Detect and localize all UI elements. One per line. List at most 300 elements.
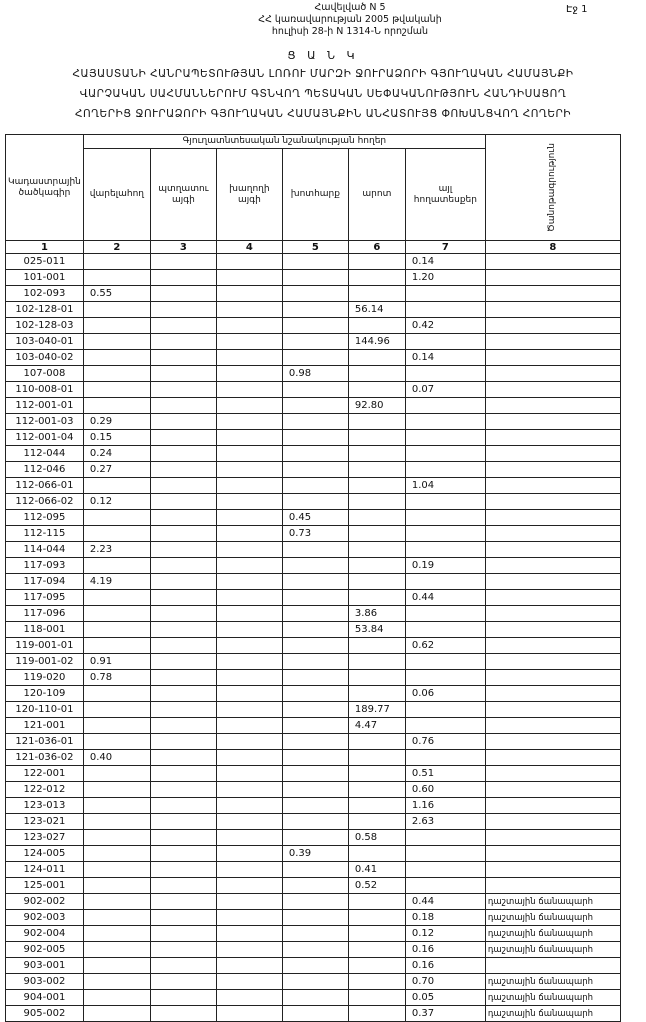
cell-arable <box>83 798 150 814</box>
cell-orchard <box>150 782 216 798</box>
cell-hayfield <box>282 398 348 414</box>
cell-code: 902-002 <box>6 894 84 910</box>
cell-note <box>485 590 620 606</box>
cell-orchard <box>150 622 216 638</box>
table-row <box>6 654 621 670</box>
cell-note: դաշտային ճանապարհ <box>485 894 620 910</box>
cell-note <box>485 862 620 878</box>
cell-hayfield <box>282 638 348 654</box>
cell-hayfield <box>282 654 348 670</box>
table-row <box>6 510 621 526</box>
header-orchard: պտղատու այգի <box>150 149 216 241</box>
cell-orchard <box>150 558 216 574</box>
cell-hayfield <box>282 862 348 878</box>
cell-other: 0.37 <box>405 1006 485 1022</box>
cell-note <box>485 670 620 686</box>
cell-arable: 0.78 <box>83 670 150 686</box>
cell-arable <box>83 334 150 350</box>
cell-hayfield <box>282 382 348 398</box>
cell-arable <box>83 862 150 878</box>
cell-vineyard <box>216 366 282 382</box>
cell-other: 0.44 <box>405 590 485 606</box>
cell-hayfield <box>282 542 348 558</box>
cell-code: 902-003 <box>6 910 84 926</box>
cell-hayfield <box>282 686 348 702</box>
cell-vineyard <box>216 446 282 462</box>
cell-note <box>485 686 620 702</box>
cell-hayfield: 0.45 <box>282 510 348 526</box>
cell-vineyard <box>216 846 282 862</box>
cell-hayfield <box>282 478 348 494</box>
cell-code: 112-001-04 <box>6 430 84 446</box>
cell-other <box>405 526 485 542</box>
cell-orchard <box>150 414 216 430</box>
table-row <box>6 446 621 462</box>
cell-hayfield <box>282 254 348 270</box>
column-number: 5 <box>282 241 348 254</box>
table-row <box>6 590 621 606</box>
cell-other <box>405 574 485 590</box>
cell-other <box>405 830 485 846</box>
cell-note <box>485 638 620 654</box>
cell-other <box>405 510 485 526</box>
cell-code: 112-001-01 <box>6 398 84 414</box>
cell-code: 903-001 <box>6 958 84 974</box>
table-row <box>6 702 621 718</box>
cell-orchard <box>150 574 216 590</box>
cell-hayfield <box>282 430 348 446</box>
table-row <box>6 542 621 558</box>
cell-code: 112-066-02 <box>6 494 84 510</box>
cell-note <box>485 878 620 894</box>
cell-hayfield <box>282 494 348 510</box>
table-row <box>6 526 621 542</box>
cell-hayfield <box>282 830 348 846</box>
cell-arable <box>83 606 150 622</box>
cell-other: 0.07 <box>405 382 485 398</box>
cell-orchard <box>150 510 216 526</box>
cell-orchard <box>150 814 216 830</box>
cell-code: 107-008 <box>6 366 84 382</box>
cell-other: 1.04 <box>405 478 485 494</box>
cell-orchard <box>150 430 216 446</box>
cell-arable <box>83 302 150 318</box>
annex-government-line: ՀՀ կառավարության 2005 թվականի <box>258 14 442 25</box>
cell-code: 102-093 <box>6 286 84 302</box>
cell-arable: 0.24 <box>83 446 150 462</box>
column-number-row <box>6 241 621 254</box>
header-note-text: Ծանոթագրություն <box>547 142 558 232</box>
cell-code: 121-001 <box>6 718 84 734</box>
cell-hayfield <box>282 462 348 478</box>
header-pasture: արոտ <box>348 149 405 241</box>
cell-note: դաշտային ճանապարհ <box>485 990 620 1006</box>
cell-other: 0.14 <box>405 254 485 270</box>
cell-arable <box>83 942 150 958</box>
cell-hayfield <box>282 958 348 974</box>
cell-arable <box>83 1006 150 1022</box>
cell-vineyard <box>216 574 282 590</box>
cell-other: 0.18 <box>405 910 485 926</box>
cell-hayfield <box>282 286 348 302</box>
cell-vineyard <box>216 526 282 542</box>
cell-vineyard <box>216 990 282 1006</box>
header-agricultural-group: Գյուղատնտեսական նշանակության հողեր <box>83 135 485 149</box>
cell-orchard <box>150 1006 216 1022</box>
cell-note <box>485 270 620 286</box>
table-row <box>6 334 621 350</box>
cell-vineyard <box>216 622 282 638</box>
column-number: 3 <box>150 241 216 254</box>
table-row <box>6 366 621 382</box>
cell-orchard <box>150 654 216 670</box>
cell-note <box>485 782 620 798</box>
cell-note: դաշտային ճանապարհ <box>485 1006 620 1022</box>
cell-arable <box>83 366 150 382</box>
cell-arable <box>83 398 150 414</box>
cell-code: 904-001 <box>6 990 84 1006</box>
table-row <box>6 270 621 286</box>
cell-arable <box>83 350 150 366</box>
cell-other <box>405 542 485 558</box>
cell-arable <box>83 926 150 942</box>
table-row <box>6 350 621 366</box>
cell-vineyard <box>216 654 282 670</box>
cell-vineyard <box>216 974 282 990</box>
cell-arable: 2.23 <box>83 542 150 558</box>
cell-arable <box>83 558 150 574</box>
cell-arable: 0.91 <box>83 654 150 670</box>
table-row <box>6 910 621 926</box>
cell-note <box>485 430 620 446</box>
column-number: 7 <box>405 241 485 254</box>
cell-vineyard <box>216 334 282 350</box>
title-line-2: ՎԱՐՉԱԿԱՆ ՍԱՀՄԱՆՆԵՐՈՒՄ ԳՏՆՎՈՂ ՊԵՏԱԿԱՆ ՍԵՓԱԿԱՆՈՒԹՅՈՒՆ ՀԱՆԴԻՍԱՑՈՂ <box>79 88 567 100</box>
table-row <box>6 750 621 766</box>
cell-code: 119-001-02 <box>6 654 84 670</box>
cell-pasture <box>348 910 405 926</box>
cell-note <box>485 766 620 782</box>
cell-pasture <box>348 542 405 558</box>
cell-vineyard <box>216 270 282 286</box>
cell-pasture <box>348 526 405 542</box>
cell-pasture <box>348 382 405 398</box>
cell-note <box>485 702 620 718</box>
table-row <box>6 942 621 958</box>
cell-other <box>405 286 485 302</box>
cell-orchard <box>150 670 216 686</box>
cell-vineyard <box>216 926 282 942</box>
cell-arable: 0.12 <box>83 494 150 510</box>
cell-vineyard <box>216 894 282 910</box>
cell-note: դաշտային ճանապարհ <box>485 942 620 958</box>
cell-other <box>405 878 485 894</box>
cell-pasture <box>348 494 405 510</box>
annex-decision-line: հուլիսի 28-ի N 1314-Ն որոշման <box>271 26 429 37</box>
cell-vineyard <box>216 686 282 702</box>
cell-other <box>405 750 485 766</box>
cell-orchard <box>150 942 216 958</box>
cell-vineyard <box>216 734 282 750</box>
table-row <box>6 382 621 398</box>
cell-hayfield <box>282 942 348 958</box>
cell-code: 117-094 <box>6 574 84 590</box>
cell-code: 117-096 <box>6 606 84 622</box>
cell-hayfield <box>282 718 348 734</box>
table-row <box>6 494 621 510</box>
cell-other: 0.14 <box>405 350 485 366</box>
cell-pasture <box>348 510 405 526</box>
cell-pasture <box>348 942 405 958</box>
cell-note <box>485 798 620 814</box>
cell-note <box>485 334 620 350</box>
cell-orchard <box>150 334 216 350</box>
cell-code: 125-001 <box>6 878 84 894</box>
column-number: 6 <box>348 241 405 254</box>
cell-arable <box>83 830 150 846</box>
cell-orchard <box>150 366 216 382</box>
cell-orchard <box>150 990 216 1006</box>
cell-pasture <box>348 462 405 478</box>
cell-orchard <box>150 734 216 750</box>
cell-note <box>485 462 620 478</box>
cell-code: 121-036-02 <box>6 750 84 766</box>
cell-code: 903-002 <box>6 974 84 990</box>
annex-number: Հավելված N 5 <box>314 2 386 13</box>
title-line-3: ՀՈՂԵՐԻՑ ՋՈՒՐԱՁՈՐԻ ԳՅՈՒՂԱԿԱՆ ՀԱՄԱՅՆՔԻՆ ԱՆՀԱՏՈՒՅՑ ՓՈԽԱՆՑՎՈՂ ՀՈՂԵՐԻ <box>74 108 572 120</box>
cell-hayfield <box>282 558 348 574</box>
cell-hayfield <box>282 926 348 942</box>
cell-orchard <box>150 958 216 974</box>
cell-vineyard <box>216 702 282 718</box>
cell-hayfield <box>282 990 348 1006</box>
cell-arable <box>83 878 150 894</box>
table-row <box>6 558 621 574</box>
table-row <box>6 670 621 686</box>
cell-pasture <box>348 766 405 782</box>
cell-vineyard <box>216 494 282 510</box>
cell-other: 0.70 <box>405 974 485 990</box>
cell-note <box>485 574 620 590</box>
cell-pasture: 0.58 <box>348 830 405 846</box>
table-row <box>6 830 621 846</box>
table-row <box>6 254 621 270</box>
cell-orchard <box>150 878 216 894</box>
cell-pasture: 56.14 <box>348 302 405 318</box>
cell-vineyard <box>216 670 282 686</box>
cell-pasture <box>348 318 405 334</box>
cell-arable <box>83 702 150 718</box>
cell-vineyard <box>216 350 282 366</box>
cell-orchard <box>150 462 216 478</box>
cell-pasture <box>348 798 405 814</box>
document-title <box>8 64 638 124</box>
cell-note <box>485 366 620 382</box>
table-row <box>6 814 621 830</box>
cell-vineyard <box>216 878 282 894</box>
cell-hayfield <box>282 910 348 926</box>
cell-arable <box>83 638 150 654</box>
cell-code: 101-001 <box>6 270 84 286</box>
cell-vineyard <box>216 942 282 958</box>
cell-hayfield <box>282 702 348 718</box>
cell-pasture: 3.86 <box>348 606 405 622</box>
cell-other: 0.06 <box>405 686 485 702</box>
cell-code: 122-001 <box>6 766 84 782</box>
table-row <box>6 414 621 430</box>
cell-orchard <box>150 254 216 270</box>
cell-other <box>405 446 485 462</box>
cell-arable <box>83 910 150 926</box>
cell-code: 123-021 <box>6 814 84 830</box>
cell-vineyard <box>216 814 282 830</box>
table-row <box>6 894 621 910</box>
cell-other <box>405 398 485 414</box>
cell-pasture: 53.84 <box>348 622 405 638</box>
cell-orchard <box>150 286 216 302</box>
cell-pasture <box>348 894 405 910</box>
cell-pasture <box>348 286 405 302</box>
cell-pasture: 0.52 <box>348 878 405 894</box>
cell-arable: 4.19 <box>83 574 150 590</box>
cell-arable <box>83 814 150 830</box>
header-note <box>485 135 620 241</box>
cell-note <box>485 718 620 734</box>
table-row <box>6 1006 621 1022</box>
cell-orchard <box>150 830 216 846</box>
table-row <box>6 462 621 478</box>
cell-arable: 0.27 <box>83 462 150 478</box>
cell-hayfield <box>282 350 348 366</box>
cell-code: 103-040-02 <box>6 350 84 366</box>
cell-arable: 0.29 <box>83 414 150 430</box>
cell-hayfield <box>282 1006 348 1022</box>
cell-orchard <box>150 270 216 286</box>
cell-code: 122-012 <box>6 782 84 798</box>
cell-hayfield <box>282 734 348 750</box>
cell-pasture: 0.41 <box>348 862 405 878</box>
cell-orchard <box>150 478 216 494</box>
cell-note <box>485 446 620 462</box>
cell-orchard <box>150 382 216 398</box>
cell-code: 112-066-01 <box>6 478 84 494</box>
table-row <box>6 686 621 702</box>
table-row <box>6 878 621 894</box>
cell-orchard <box>150 446 216 462</box>
cell-other <box>405 718 485 734</box>
cell-vineyard <box>216 558 282 574</box>
cell-orchard <box>150 302 216 318</box>
cell-pasture <box>348 574 405 590</box>
table-row <box>6 782 621 798</box>
cell-arable <box>83 894 150 910</box>
cell-vineyard <box>216 750 282 766</box>
cell-hayfield <box>282 766 348 782</box>
cell-vineyard <box>216 590 282 606</box>
cell-orchard <box>150 606 216 622</box>
cell-note <box>485 814 620 830</box>
cell-pasture <box>348 926 405 942</box>
title-line-1: ՀԱՅԱՍՏԱՆԻ ՀԱՆՐԱՊԵՏՈՒԹՅԱՆ ԼՈՌՈՒ ՄԱՐԶԻ ՋՈՒՐԱՁՈՐԻ ԳՅՈՒՂԱԿԱՆ ՀԱՄԱՅՆՔԻ <box>72 68 574 80</box>
cell-arable <box>83 590 150 606</box>
cell-hayfield <box>282 750 348 766</box>
cell-orchard <box>150 318 216 334</box>
cell-vineyard <box>216 910 282 926</box>
cell-orchard <box>150 718 216 734</box>
cell-hayfield <box>282 814 348 830</box>
cell-note: դաշտային ճանապարհ <box>485 910 620 926</box>
cell-other <box>405 334 485 350</box>
cell-code: 905-002 <box>6 1006 84 1022</box>
column-number: 8 <box>485 241 620 254</box>
column-number: 1 <box>6 241 84 254</box>
cell-orchard <box>150 702 216 718</box>
header-vineyard: խաղողի այգի <box>216 149 282 241</box>
table-row <box>6 798 621 814</box>
cell-hayfield <box>282 782 348 798</box>
cell-other <box>405 494 485 510</box>
document-title-word: Ց Ա Ն Կ <box>287 49 359 62</box>
cell-other: 0.51 <box>405 766 485 782</box>
column-number: 2 <box>83 241 150 254</box>
cell-other <box>405 846 485 862</box>
cell-pasture <box>348 478 405 494</box>
table-row <box>6 990 621 1006</box>
cell-other <box>405 366 485 382</box>
cell-code: 110-008-01 <box>6 382 84 398</box>
cell-pasture <box>348 254 405 270</box>
cell-code: 118-001 <box>6 622 84 638</box>
cell-pasture <box>348 414 405 430</box>
cell-note <box>485 398 620 414</box>
cell-arable <box>83 974 150 990</box>
cell-orchard <box>150 798 216 814</box>
table-row <box>6 926 621 942</box>
cell-other: 0.60 <box>405 782 485 798</box>
table-row <box>6 286 621 302</box>
cell-other: 0.62 <box>405 638 485 654</box>
cell-note <box>485 494 620 510</box>
cell-hayfield <box>282 670 348 686</box>
cell-pasture: 92.80 <box>348 398 405 414</box>
cell-other: 1.16 <box>405 798 485 814</box>
cell-code: 112-095 <box>6 510 84 526</box>
cell-code: 120-109 <box>6 686 84 702</box>
cell-arable <box>83 990 150 1006</box>
cell-other: 0.42 <box>405 318 485 334</box>
cell-orchard <box>150 686 216 702</box>
cell-note <box>485 958 620 974</box>
cell-note: դաշտային ճանապարհ <box>485 926 620 942</box>
cell-orchard <box>150 398 216 414</box>
cell-arable <box>83 766 150 782</box>
land-parcels-table <box>5 134 621 1022</box>
cell-orchard <box>150 766 216 782</box>
cell-arable <box>83 382 150 398</box>
cell-vineyard <box>216 430 282 446</box>
cell-orchard <box>150 974 216 990</box>
cell-note <box>485 414 620 430</box>
cell-vineyard <box>216 830 282 846</box>
column-number: 4 <box>216 241 282 254</box>
table-row <box>6 478 621 494</box>
cell-orchard <box>150 526 216 542</box>
cell-note <box>485 654 620 670</box>
cell-pasture <box>348 270 405 286</box>
cell-note <box>485 734 620 750</box>
cell-code: 119-020 <box>6 670 84 686</box>
cell-orchard <box>150 542 216 558</box>
